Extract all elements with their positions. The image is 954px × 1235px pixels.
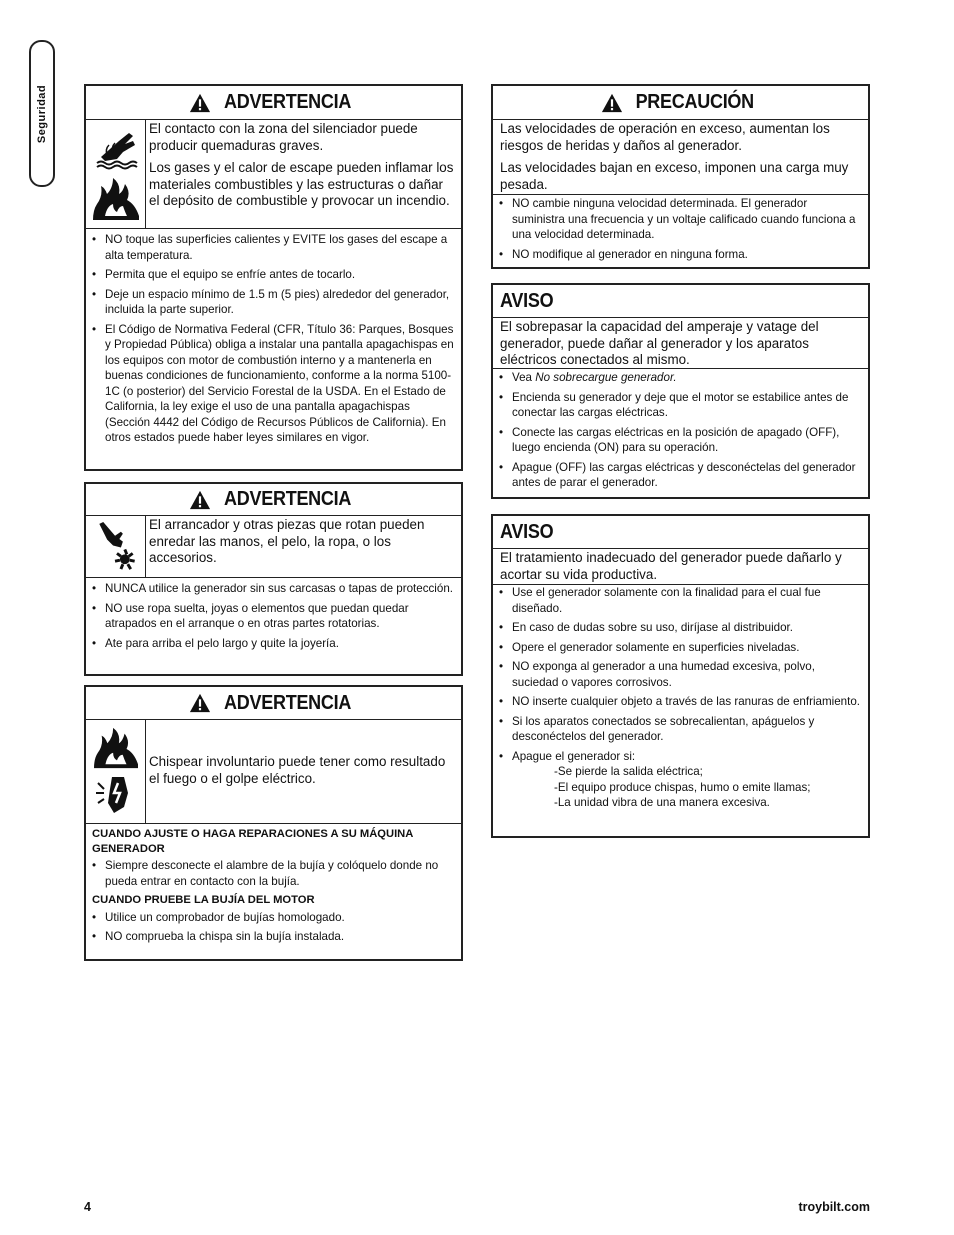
list-item-text: Apague el generador si:	[512, 749, 636, 763]
list-item: • Apague (OFF) las cargas eléctricas y desconéctelas del generador antes de parar el generador.	[499, 460, 862, 491]
caution-title: PRECAUCIÓN	[635, 91, 754, 113]
bullet-list	[493, 585, 868, 811]
warning-triangle-icon	[189, 92, 211, 114]
list-item: • Encienda su generador y deje que el motor se estabilice antes de conectar las cargas eléctricas.	[499, 390, 862, 421]
list-item: • Ate para arriba el pelo largo y quite la joyería.	[92, 636, 455, 652]
notice-header	[493, 516, 868, 549]
notice-title: AVISO	[500, 520, 554, 543]
list-item: • Utilice un comprobador de bujías homologado.	[92, 910, 455, 926]
list-item: • NO toque las superficies calientes y EVITE los gases del escape a alta temperatura.	[92, 232, 455, 263]
sub-item: -La unidad vibra de una manera excesiva.	[554, 796, 770, 809]
intro-text: El tratamiento inadecuado del generador puede dañarlo y acortar su vida productiva.	[500, 550, 842, 582]
electric-shock-icon	[94, 773, 138, 817]
list-item: • En caso de dudas sobre su uso, diríjase al distribuidor.	[499, 620, 862, 636]
list-item: • Use el generador solamente con la finalidad para el cual fue diseñado.	[499, 585, 862, 616]
caution-header	[493, 86, 868, 120]
list-item	[499, 370, 862, 386]
caution-box-speed	[491, 84, 870, 269]
list-item: • Siempre desconecte el alambre de la bujía y colóquelo donde no pueda entrar en contacto con la bujía.	[92, 858, 455, 889]
bullet-list	[86, 908, 461, 945]
list-item-prefix: Vea	[512, 371, 532, 384]
warning-triangle-icon	[189, 489, 211, 511]
list-item: • Permita que el equipo se enfríe antes de tocarlo.	[92, 267, 455, 283]
warning-box-muffler	[84, 84, 463, 471]
list-item	[499, 749, 862, 811]
list-item: • El Código de Normativa Federal (CFR, Título 36: Parques, Bosques y Propiedad Pública) obliga a instalar una pantalla apagachispas en los equipos con motor de combustión interno y a mantenerla en buenas condiciones de funcionamiento, conforme a la norma 5100-1C (o posterior) del Servicio Forestal de la USDA. En el Estado de California, la ley exige el uso de una pantalla apagachispas (Sección 4442 del Código de Recursos Públicos de California). En otros estados puede haber leyes similares en vigor.	[92, 322, 455, 446]
list-item: • Conecte las cargas eléctricas en la posición de apagado (OFF), luego encienda (ON) para su operación.	[499, 425, 862, 456]
warning-box-spark	[84, 685, 463, 961]
intro-text: Las velocidades bajan en exceso, imponen una carga muy pesada.	[500, 160, 849, 192]
section-heading: CUANDO PRUEBE LA BUJÍA DEL MOTOR	[92, 894, 315, 906]
intro-text: El sobrepasar la capacidad del amperaje y vatage del generador, puede dañar al generador y los aparatos eléctricos conectados al mismo.	[500, 319, 819, 367]
intro-text: El contacto con la zona del silenciador puede producir quemaduras graves.	[149, 121, 418, 153]
warning-title: ADVERTENCIA	[223, 91, 352, 113]
bullet-list	[86, 856, 461, 889]
bullet-list	[493, 369, 868, 491]
list-item: • NO cambie ninguna velocidad determinada. El generador suministra una frecuencia y un voltaje calificado cuando funciona a una velocidad determinada.	[499, 196, 862, 243]
sub-item: -El equipo produce chispas, humo o emite llamas;	[554, 780, 811, 794]
intro-text: Las velocidades de operación en exceso, aumentan los riesgos de heridas y daños al generador.	[500, 121, 830, 153]
warning-title: ADVERTENCIA	[223, 488, 352, 510]
bullet-list	[86, 229, 461, 446]
warning-triangle-icon	[189, 692, 211, 714]
cross-reference: No sobrecargue generador.	[535, 371, 677, 384]
list-item: • Deje un espacio mínimo de 1.5 m (5 pies) alrededor del generador, incluida la parte superior.	[92, 287, 455, 318]
hot-surface-icon	[93, 127, 139, 171]
warning-box-rotating	[84, 482, 463, 676]
website-link[interactable]: troybilt.com	[798, 1200, 870, 1214]
bullet-list	[493, 195, 868, 262]
warning-header	[86, 687, 461, 720]
list-item: • NO modifique al generador en ninguna forma.	[499, 247, 862, 263]
list-item: • NUNCA utilice la generador sin sus carcasas o tapas de protección.	[92, 581, 455, 597]
list-item: • Opere el generador solamente en superficies niveladas.	[499, 640, 862, 656]
section-tab-label: Seguridad	[36, 84, 48, 143]
warning-header	[86, 484, 461, 516]
fire-icon	[91, 176, 141, 222]
warning-title: ADVERTENCIA	[223, 691, 352, 714]
list-item: • NO exponga al generador a una humedad excesiva, polvo, suciedad o vapores corrosivos.	[499, 659, 862, 690]
list-item: • NO comprueba la chispa sin la bujía instalada.	[92, 929, 455, 945]
notice-box-treatment	[491, 514, 870, 838]
notice-title: AVISO	[500, 289, 554, 312]
page-number: 4	[84, 1200, 91, 1214]
notice-box-overload	[491, 283, 870, 499]
list-item: • NO use ropa suelta, joyas o elementos que puedan quedar atrapados en el arranque o en otras partes rotatorias.	[92, 601, 455, 632]
list-item: • NO inserte cualquier objeto a través de las ranuras de enfriamiento.	[499, 694, 862, 710]
section-heading: CUANDO AJUSTE O HAGA REPARACIONES A SU MÁQUINA GENERADOR	[92, 828, 413, 855]
notice-header	[493, 285, 868, 318]
intro-text: Chispear involuntario puede tener como resultado el fuego o el golpe eléctrico.	[149, 754, 446, 786]
section-tab	[29, 40, 55, 187]
warning-triangle-icon	[601, 92, 623, 114]
intro-text: Los gases y el calor de escape pueden inflamar los materiales combustibles y las estructuras o dañar el depósito de combustible y provocar un incendio.	[149, 160, 454, 208]
warning-header	[86, 86, 461, 120]
list-item: • Si los aparatos conectados se sobrecalientan, apáguelos y desconéctelos del generador.	[499, 714, 862, 745]
rotating-parts-icon	[93, 520, 139, 573]
fire-icon	[91, 726, 141, 770]
bullet-list	[86, 578, 461, 651]
intro-text: El arrancador y otras piezas que rotan pueden enredar las manos, el pelo, la ropa, o los accesorios.	[149, 517, 425, 565]
sub-item: -Se pierde la salida eléctrica;	[554, 765, 703, 778]
